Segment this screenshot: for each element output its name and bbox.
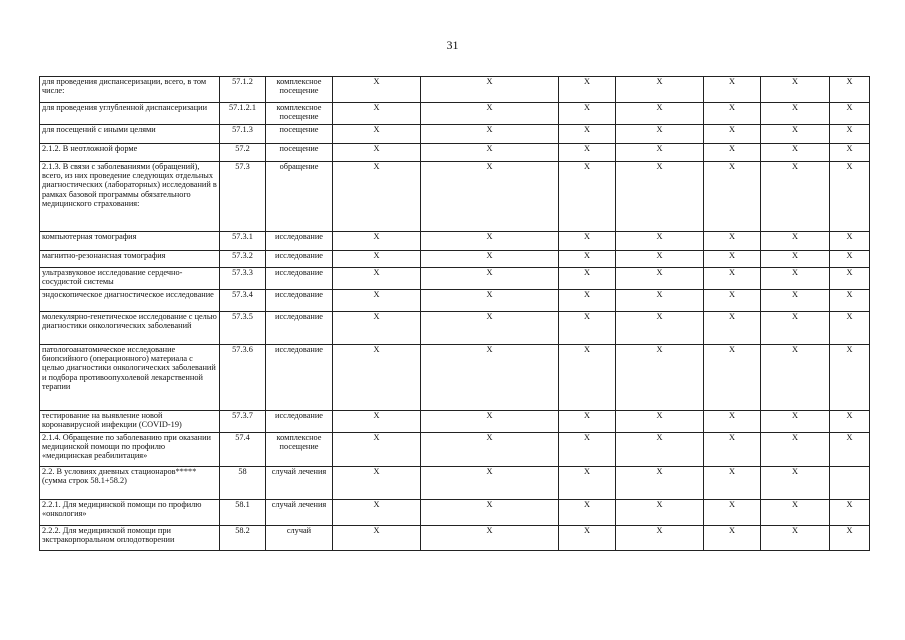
x-mark-cell-last: X [830, 125, 870, 144]
x-mark-cell: X [421, 500, 559, 526]
row-name-cell: для проведения диспансеризации, всего, в том числе: [40, 77, 220, 103]
x-mark-cell: X [616, 290, 704, 312]
x-mark-cell-last: X [830, 103, 870, 125]
row-unit-cell: исследование [266, 232, 333, 251]
table-row [40, 103, 870, 125]
x-mark-cell: X [333, 144, 421, 162]
row-name-cell: 2.1.2. В неотложной форме [40, 144, 220, 162]
x-mark-cell-last: X [830, 232, 870, 251]
row-name-cell: магнитно-резонансная томография [40, 251, 220, 268]
x-mark-cell: X [761, 526, 830, 551]
table-row [40, 345, 870, 411]
row-name-cell: 2.2.2. Для медицинской помощи при экстракорпоральном оплодотворении [40, 526, 220, 551]
x-mark-cell: X [616, 345, 704, 411]
x-mark-cell: X [704, 500, 761, 526]
row-code-cell: 57.3.6 [220, 345, 266, 411]
x-mark-cell: X [704, 251, 761, 268]
page-number: 31 [446, 38, 459, 52]
x-mark-cell: X [421, 103, 559, 125]
row-name-cell: 2.1.4. Обращение по заболеванию при оказании медицинской помощи по профилю «медицинская реабилитация» [40, 433, 220, 467]
row-code-cell: 57.3.7 [220, 411, 266, 433]
x-mark-cell: X [333, 467, 421, 500]
x-mark-cell: X [333, 526, 421, 551]
x-mark-cell: X [421, 411, 559, 433]
row-code-cell: 58.2 [220, 526, 266, 551]
x-mark-cell: X [559, 162, 616, 232]
row-name-cell: молекулярно-генетическое исследование с целью диагностики онкологических заболеваний [40, 312, 220, 345]
x-mark-cell: X [559, 77, 616, 103]
x-mark-cell: X [761, 162, 830, 232]
x-mark-cell: X [559, 144, 616, 162]
x-mark-cell: X [421, 290, 559, 312]
x-mark-cell: X [559, 125, 616, 144]
x-mark-cell: X [333, 290, 421, 312]
x-mark-cell: X [704, 162, 761, 232]
table-row [40, 312, 870, 345]
x-mark-cell-last: X [830, 290, 870, 312]
row-unit-cell: исследование [266, 251, 333, 268]
row-name-cell: эндоскопическое диагностическое исследование [40, 290, 220, 312]
row-code-cell: 57.1.2.1 [220, 103, 266, 125]
x-mark-cell: X [761, 232, 830, 251]
x-mark-cell: X [616, 144, 704, 162]
row-unit-cell: случай лечения [266, 500, 333, 526]
x-mark-cell: X [421, 232, 559, 251]
x-mark-cell-last: X [830, 526, 870, 551]
row-unit-cell: комплексное посещение [266, 103, 333, 125]
x-mark-cell: X [333, 162, 421, 232]
x-mark-cell-last: X [830, 312, 870, 345]
row-unit-cell: случай лечения [266, 467, 333, 500]
x-mark-cell: X [704, 77, 761, 103]
row-code-cell: 58 [220, 467, 266, 500]
x-mark-cell: X [761, 251, 830, 268]
row-name-cell: тестирование на выявление новой коронавирусной инфекции (COVID-19) [40, 411, 220, 433]
x-mark-cell: X [761, 345, 830, 411]
x-mark-cell: X [421, 268, 559, 290]
x-mark-cell: X [333, 433, 421, 467]
row-unit-cell: исследование [266, 411, 333, 433]
x-mark-cell: X [704, 433, 761, 467]
x-mark-cell: X [421, 162, 559, 232]
x-mark-cell: X [421, 125, 559, 144]
x-mark-cell: X [761, 500, 830, 526]
x-mark-cell: X [704, 345, 761, 411]
x-mark-cell: X [616, 103, 704, 125]
x-mark-cell-last [830, 467, 870, 500]
row-unit-cell: комплексное посещение [266, 433, 333, 467]
x-mark-cell: X [333, 77, 421, 103]
row-code-cell: 57.3.1 [220, 232, 266, 251]
row-unit-cell: исследование [266, 345, 333, 411]
x-mark-cell: X [421, 345, 559, 411]
x-mark-cell: X [333, 500, 421, 526]
x-mark-cell: X [559, 526, 616, 551]
row-unit-cell: случай [266, 526, 333, 551]
x-mark-cell: X [704, 411, 761, 433]
table-row [40, 500, 870, 526]
table-row [40, 232, 870, 251]
x-mark-cell: X [559, 411, 616, 433]
row-unit-cell: обращение [266, 162, 333, 232]
x-mark-cell: X [333, 411, 421, 433]
x-mark-cell: X [333, 312, 421, 345]
x-mark-cell: X [704, 312, 761, 345]
x-mark-cell: X [616, 433, 704, 467]
row-code-cell: 57.4 [220, 433, 266, 467]
x-mark-cell: X [559, 103, 616, 125]
row-name-cell: 2.2. В условиях дневных стационаров***** (сумма строк 58.1+58.2) [40, 467, 220, 500]
table-row [40, 526, 870, 551]
row-unit-cell: исследование [266, 290, 333, 312]
table-row [40, 268, 870, 290]
table-row [40, 433, 870, 467]
x-mark-cell: X [704, 103, 761, 125]
x-mark-cell-last: X [830, 411, 870, 433]
x-mark-cell: X [704, 526, 761, 551]
row-name-cell: 2.1.3. В связи с заболеваниями (обращений), всего, из них проведение следующих отдельных диагностических (лабораторных) исследований в рамках базовой программы обязательного медицинского страхования: [40, 162, 220, 232]
row-unit-cell: посещение [266, 125, 333, 144]
x-mark-cell: X [421, 144, 559, 162]
x-mark-cell: X [559, 268, 616, 290]
x-mark-cell: X [761, 144, 830, 162]
x-mark-cell: X [421, 251, 559, 268]
x-mark-cell: X [761, 411, 830, 433]
x-mark-cell: X [616, 467, 704, 500]
row-name-cell: для посещений с иными целями [40, 125, 220, 144]
x-mark-cell: X [559, 251, 616, 268]
x-mark-cell: X [559, 312, 616, 345]
table-body [40, 77, 870, 551]
table-row [40, 411, 870, 433]
x-mark-cell-last: X [830, 268, 870, 290]
x-mark-cell: X [761, 125, 830, 144]
row-code-cell: 57.3 [220, 162, 266, 232]
x-mark-cell: X [616, 125, 704, 144]
x-mark-cell: X [704, 125, 761, 144]
services-table [39, 76, 870, 551]
x-mark-cell: X [559, 345, 616, 411]
row-code-cell: 58.1 [220, 500, 266, 526]
row-code-cell: 57.3.4 [220, 290, 266, 312]
x-mark-cell: X [761, 467, 830, 500]
x-mark-cell-last: X [830, 77, 870, 103]
x-mark-cell: X [559, 500, 616, 526]
x-mark-cell: X [761, 433, 830, 467]
x-mark-cell: X [421, 433, 559, 467]
x-mark-cell: X [761, 290, 830, 312]
x-mark-cell: X [333, 103, 421, 125]
row-code-cell: 57.3.5 [220, 312, 266, 345]
x-mark-cell: X [704, 232, 761, 251]
x-mark-cell: X [333, 251, 421, 268]
x-mark-cell: X [421, 526, 559, 551]
table-row [40, 125, 870, 144]
row-unit-cell: исследование [266, 312, 333, 345]
row-name-cell: для проведения углубленной диспансеризации [40, 103, 220, 125]
table-row [40, 144, 870, 162]
x-mark-cell: X [616, 411, 704, 433]
x-mark-cell: X [704, 144, 761, 162]
x-mark-cell: X [616, 232, 704, 251]
x-mark-cell: X [704, 268, 761, 290]
x-mark-cell: X [616, 500, 704, 526]
x-mark-cell-last: X [830, 162, 870, 232]
x-mark-cell: X [421, 77, 559, 103]
x-mark-cell: X [616, 526, 704, 551]
x-mark-cell: X [761, 312, 830, 345]
x-mark-cell: X [421, 312, 559, 345]
x-mark-cell: X [704, 467, 761, 500]
x-mark-cell: X [616, 77, 704, 103]
row-code-cell: 57.1.3 [220, 125, 266, 144]
row-code-cell: 57.3.2 [220, 251, 266, 268]
x-mark-cell: X [761, 77, 830, 103]
x-mark-cell: X [559, 290, 616, 312]
row-unit-cell: исследование [266, 268, 333, 290]
x-mark-cell-last: X [830, 345, 870, 411]
x-mark-cell: X [559, 467, 616, 500]
table-row [40, 290, 870, 312]
table-row [40, 467, 870, 500]
row-name-cell: компьютерная томография [40, 232, 220, 251]
row-code-cell: 57.2 [220, 144, 266, 162]
x-mark-cell: X [761, 268, 830, 290]
table-row [40, 251, 870, 268]
x-mark-cell: X [333, 232, 421, 251]
x-mark-cell: X [559, 232, 616, 251]
table-row [40, 77, 870, 103]
row-name-cell: ультразвуковое исследование сердечно-сосудистой системы [40, 268, 220, 290]
x-mark-cell-last: X [830, 251, 870, 268]
row-code-cell: 57.1.2 [220, 77, 266, 103]
x-mark-cell: X [333, 125, 421, 144]
x-mark-cell: X [616, 162, 704, 232]
x-mark-cell: X [761, 103, 830, 125]
x-mark-cell: X [559, 433, 616, 467]
x-mark-cell-last: X [830, 500, 870, 526]
x-mark-cell: X [333, 345, 421, 411]
row-unit-cell: посещение [266, 144, 333, 162]
row-name-cell: патологоанатомическое исследование биопсийного (операционного) материала с целью диагностики онкологических заболеваний и подбора противоопухолевой лекарственной терапии [40, 345, 220, 411]
x-mark-cell-last: X [830, 144, 870, 162]
x-mark-cell: X [616, 251, 704, 268]
x-mark-cell: X [616, 312, 704, 345]
x-mark-cell-last: X [830, 433, 870, 467]
row-unit-cell: комплексное посещение [266, 77, 333, 103]
table-row [40, 162, 870, 232]
row-code-cell: 57.3.3 [220, 268, 266, 290]
x-mark-cell: X [421, 467, 559, 500]
x-mark-cell: X [616, 268, 704, 290]
row-name-cell: 2.2.1. Для медицинской помощи по профилю «онкология» [40, 500, 220, 526]
x-mark-cell: X [333, 268, 421, 290]
x-mark-cell: X [704, 290, 761, 312]
